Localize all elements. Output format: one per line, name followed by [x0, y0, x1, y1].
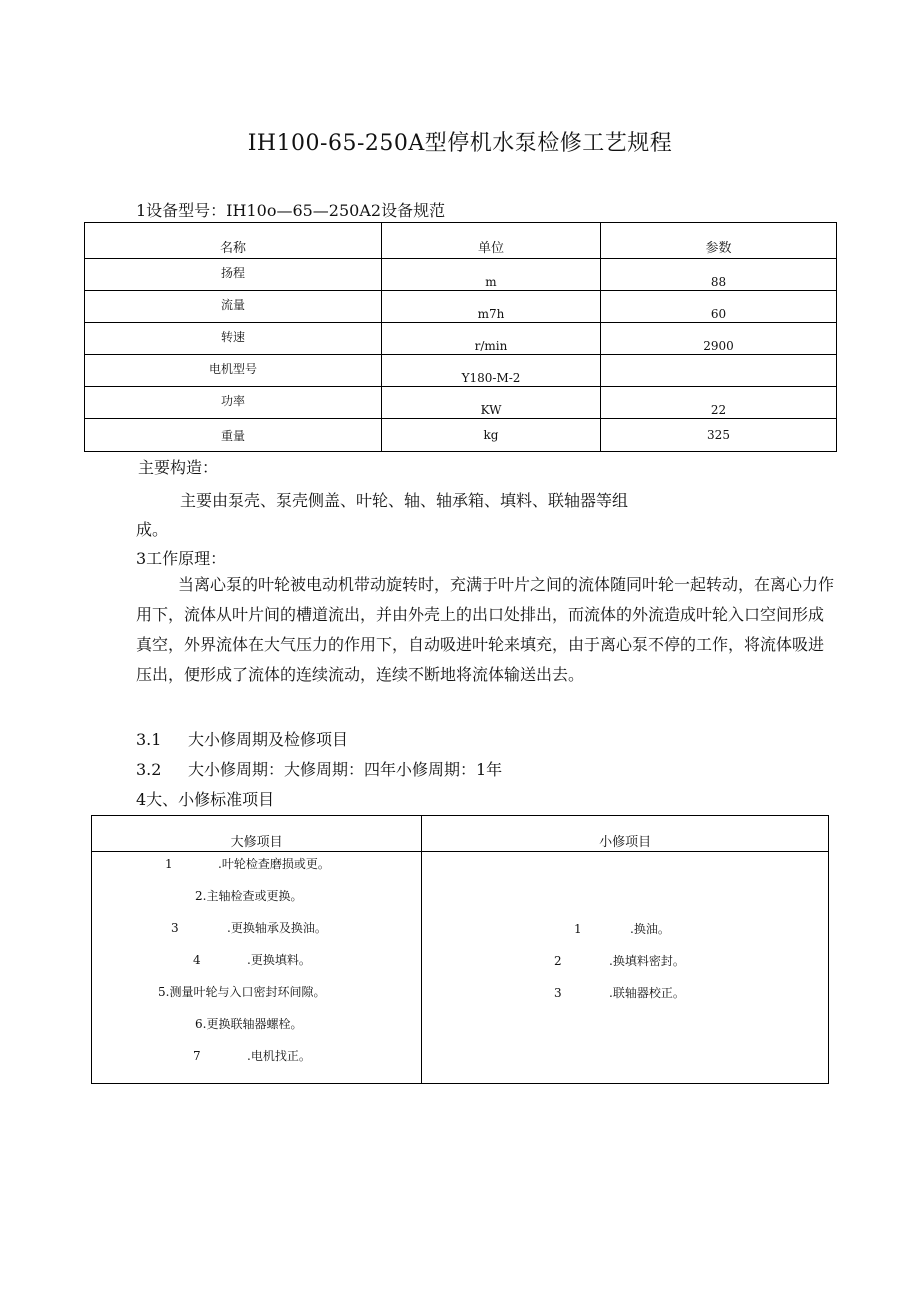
minor-item-text: .联轴器校正。 — [609, 986, 685, 1000]
major-item — [171, 919, 327, 936]
spec-cell: kg — [483, 428, 499, 442]
major-item-number: 1 — [165, 857, 173, 871]
spec-header-unit: 单位 — [382, 223, 601, 259]
spec-cell: m — [485, 274, 497, 289]
spec-cell: 2900 — [703, 338, 734, 353]
spec-header-param: 参数 — [601, 223, 837, 259]
major-item-text: .更换轴承及换油。 — [227, 921, 327, 935]
maintenance-header-row — [92, 816, 829, 852]
minor-item — [554, 952, 685, 969]
section-3-2-number: 3.2 — [136, 760, 162, 779]
spec-cell: 60 — [710, 306, 727, 321]
section-3-1-number: 3.1 — [136, 730, 162, 749]
spec-row — [85, 387, 837, 419]
major-item — [165, 855, 330, 872]
section-3-2 — [136, 757, 502, 780]
major-item-text: 2.主轴检查或更换。 — [195, 889, 303, 903]
spec-cell: r/min — [474, 338, 508, 353]
spec-header-row — [85, 223, 837, 259]
spec-row — [85, 323, 837, 355]
major-item — [195, 887, 302, 904]
section-1-heading: 1设备型号：IH10o—65—250A2设备规范 — [136, 201, 446, 220]
section-4-heading: 4大、小修标准项目 — [136, 790, 275, 809]
spec-cell: 转速 — [220, 330, 245, 344]
major-item-text: .更换填料。 — [247, 953, 311, 967]
major-item-text: .叶轮检查磨损或更。 — [218, 857, 330, 871]
spec-cell: 扬程 — [220, 266, 245, 280]
spec-cell: 重量 — [220, 428, 245, 443]
spec-cell: 流量 — [220, 298, 245, 312]
minor-item-number: 2 — [554, 954, 562, 968]
section-3-1-text: 大小修周期及检修项目 — [188, 730, 349, 749]
spec-row — [85, 291, 837, 323]
principle-text: 当离心泵的叶轮被电动机带动旋转时，充满于叶片之间的流体随同叶轮一起转动，在离心力作用下，流体从叶片间的槽道流出，并由外壳上的出口处排出，而流体的外流造成叶轮入口空间形成真空，外界流体在大气压力的作用下，自动吸进叶轮来填充，由于离心泵不停的工作，将流体吸进压出，便形成了流体的连续流动，连续不断地将流体输送出去。 — [136, 575, 835, 684]
major-item — [195, 1015, 302, 1032]
spec-cell: 功率 — [220, 394, 245, 408]
structure-heading: 主要构造： — [138, 458, 219, 477]
spec-row — [85, 355, 837, 387]
spec-cell: 325 — [707, 428, 730, 442]
minor-item-number: 3 — [554, 986, 562, 1000]
structure-text-end: 成。 — [136, 520, 169, 539]
spec-cell: 电机型号 — [208, 362, 257, 376]
structure-text: 主要由泵壳、泵壳侧盖、叶轮、轴、轴承箱、填料、联轴器等组 — [180, 491, 629, 510]
spec-cell: m7h — [477, 306, 505, 321]
spec-header-name: 名称 — [85, 223, 382, 259]
major-item — [193, 1047, 311, 1064]
major-item-text: .电机找正。 — [247, 1049, 311, 1063]
minor-item-text: .换填料密封。 — [609, 954, 685, 968]
minor-item — [574, 920, 670, 937]
major-repair-header: 大修项目 — [92, 816, 422, 852]
section-3-1 — [136, 727, 348, 750]
spec-cell: KW — [480, 402, 502, 417]
major-item — [193, 951, 311, 968]
minor-item-number: 1 — [574, 922, 582, 936]
principle-paragraph — [136, 570, 836, 690]
major-item-number: 7 — [193, 1049, 201, 1063]
principle-heading: 3工作原理： — [136, 549, 227, 568]
minor-item-text: .换油。 — [630, 922, 670, 936]
minor-repair-header: 小修项目 — [422, 816, 829, 852]
spec-cell: 88 — [710, 274, 727, 289]
major-item-number: 3 — [171, 921, 179, 935]
major-item-text: 5.测量叶轮与入口密封环间隙。 — [158, 985, 326, 999]
spec-row — [85, 419, 837, 452]
section-3-2-text: 大小修周期：大修周期：四年小修周期：1年 — [188, 760, 503, 779]
spec-row — [85, 259, 837, 291]
major-item — [158, 983, 325, 1000]
major-item-number: 4 — [193, 953, 201, 967]
spec-table — [84, 222, 837, 452]
minor-item — [554, 984, 685, 1001]
spec-cell: 22 — [710, 402, 727, 417]
major-item-text: 6.更换联轴器螺栓。 — [195, 1017, 303, 1031]
spec-cell: Y180-M-2 — [461, 370, 521, 385]
page-title: IH100-65-250A型停机水泵检修工艺规程 — [247, 131, 673, 156]
